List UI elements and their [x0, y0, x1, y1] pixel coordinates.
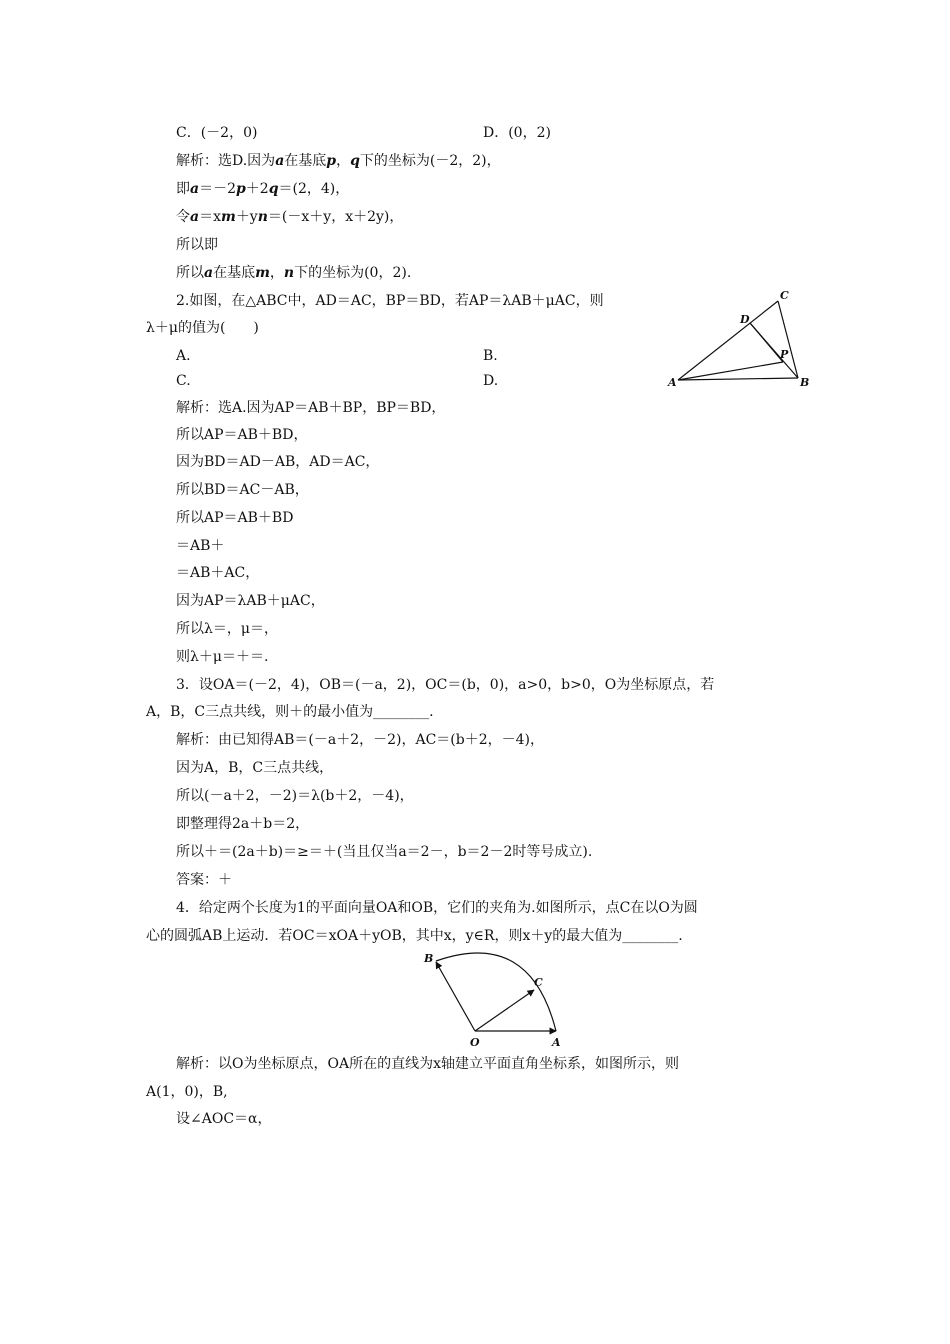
label-c: C — [780, 289, 789, 302]
q4-solution-line-1: 解析：以O为坐标原点，OA所在的直线为x轴建立平面直角坐标系，如图所示，则 — [176, 1056, 679, 1072]
q1-solution-line-4: 所以即 — [176, 237, 218, 253]
q1-solution-line-1: 解析：选D.因为a在基底p，q下的坐标为(－2，2)， — [176, 153, 501, 169]
q2-option-b: B. — [483, 348, 498, 364]
vector-oc — [475, 990, 534, 1031]
label-p: P — [780, 348, 789, 361]
label-o: O — [470, 1036, 480, 1049]
arc-ab — [436, 953, 556, 1031]
option-c: C．(－2，0) — [176, 125, 258, 141]
vector-ob — [436, 962, 475, 1031]
q2-solution-line: 则λ＋μ＝＋＝. — [176, 649, 269, 665]
segment-dp — [750, 323, 783, 362]
segment-ab — [678, 378, 798, 380]
q3-solution-line: 即整理得2a＋b＝2， — [176, 816, 310, 832]
q1-solution-line-5: 所以a在基底m，n下的坐标为(0，2). — [176, 265, 412, 281]
q4-solution-line-2: A(1，0)，B, — [146, 1084, 228, 1100]
q3-solution-line: 所以＋＝(2a＋b)＝≥＝＋(当且仅当a＝2－，b＝2－2时等号成立). — [176, 844, 593, 860]
label-c: C — [534, 976, 543, 989]
q3-answer: 答案：＋ — [176, 872, 232, 888]
q2-stem-line-2: λ＋μ的值为( ) — [146, 320, 259, 336]
q2-solution-line: 因为BD＝AD－AB，AD＝AC， — [176, 454, 380, 470]
segment-ac — [678, 301, 778, 380]
q3-solution-line: 所以(－a＋2，－2)＝λ(b＋2，－4)， — [176, 788, 414, 804]
label-d: D — [740, 313, 750, 326]
q2-solution-line: ＝AB＋AC， — [176, 565, 260, 581]
q2-option-a: A. — [176, 348, 191, 364]
label-a: A — [668, 376, 677, 389]
arc-figure — [418, 950, 568, 1050]
q3-stem-line-2: A，B，C三点共线，则＋的最小值为________. — [146, 704, 434, 720]
q4-stem-line-2: 心的圆弧AB上运动．若OC＝xOA＋yOB，其中x，y∈R，则x＋y的最大值为________. — [146, 928, 683, 944]
q2-solution-line: 所以AP＝AB＋BD， — [176, 427, 308, 443]
q2-option-c: C. — [176, 373, 191, 389]
q3-solution-line: 因为A，B，C三点共线， — [176, 760, 334, 776]
q2-solution-line: 因为AP＝λAB＋μAC， — [176, 593, 325, 609]
q4-stem-line-1: 4．给定两个长度为1的平面向量OA和OB，它们的夹角为.如图所示，点C在以O为圆 — [176, 900, 698, 916]
q2-solution-line: ＝AB＋ — [176, 538, 225, 554]
q3-solution-line: 解析：由已知得AB＝(－a＋2，－2)，AC＝(b＋2，－4)， — [176, 732, 545, 748]
option-d: D．(0，2) — [483, 125, 551, 141]
q2-stem-line-1: 2.如图，在△ABC中，AD＝AC，BP＝BD，若AP＝λAB＋μAC，则 — [176, 293, 604, 309]
q2-option-d: D. — [483, 373, 499, 389]
q2-solution-line: 所以BD＝AC－AB， — [176, 482, 309, 498]
label-b: B — [800, 376, 810, 389]
q2-solution-line: 解析：选A.因为AP＝AB＋BP，BP＝BD， — [176, 400, 446, 416]
label-a: A — [552, 1036, 561, 1049]
q3-stem-line-1: 3．设OA＝(－2，4)，OB＝(－a，2)，OC＝(b，0)，a>0，b>0，O为坐标原点，若 — [176, 677, 715, 693]
q4-solution-line-3: 设∠AOC＝α， — [176, 1111, 272, 1127]
q1-solution-line-3: 令a＝xm＋yn＝(－x＋y，x＋2y)， — [176, 209, 404, 225]
label-b: B — [424, 952, 434, 965]
q2-solution-line: 所以AP＝AB＋BD — [176, 510, 294, 526]
segment-ap — [678, 362, 783, 380]
triangle-figure — [666, 286, 816, 394]
q2-solution-line: 所以λ＝，μ＝， — [176, 621, 278, 637]
q1-solution-line-2: 即a＝－2p＋2q＝(2，4)， — [176, 181, 350, 197]
